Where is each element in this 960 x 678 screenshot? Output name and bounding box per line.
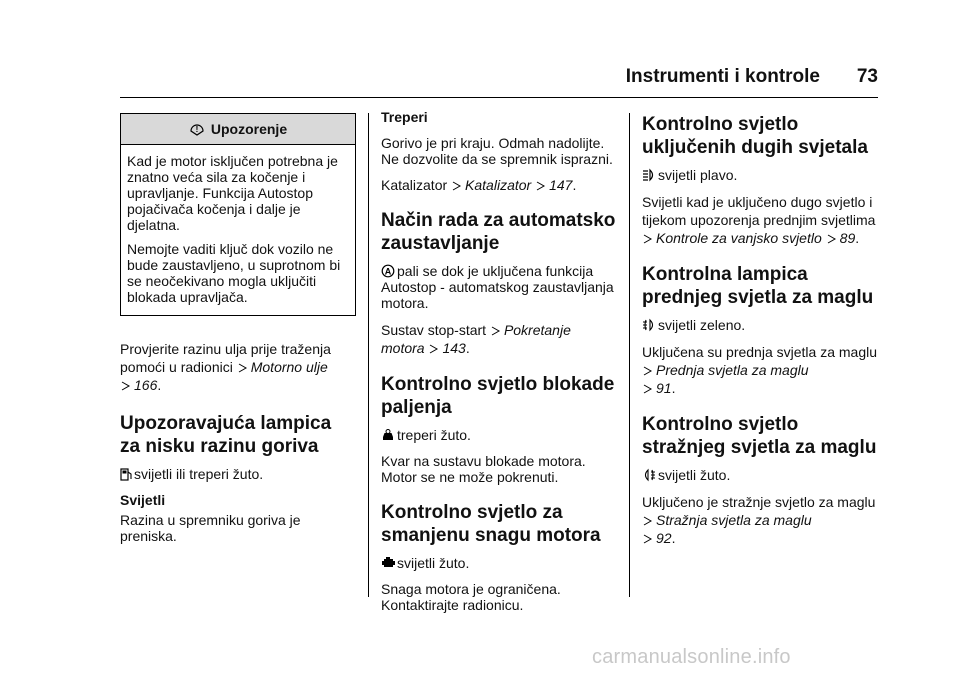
- immobilizer-line: [381, 427, 617, 443]
- page-number: 73: [856, 66, 878, 87]
- watermark: carmanualsonline.info: [592, 646, 791, 668]
- front-fog-ref-link[interactable]: Prednja svjetla za maglu: [656, 362, 809, 378]
- column-divider-2: [629, 113, 630, 597]
- oil-text: Provjerite razinu ulja prije traženja pomoći u radionici: [120, 341, 331, 375]
- column-divider-1: [368, 113, 369, 597]
- rear-fog-line: [642, 467, 878, 483]
- rear-fog-page-link[interactable]: 92: [656, 530, 672, 546]
- autostop-icon: [381, 264, 395, 278]
- oil-ref-link[interactable]: Motorno ulje: [250, 359, 328, 375]
- high-beam-icon: [642, 168, 656, 182]
- arrow-ref-icon: [827, 234, 837, 244]
- power-line: [381, 555, 617, 571]
- sustav-line: Sustav stop-start Pokretanje motora 143.: [381, 322, 571, 356]
- rear-fog-heading: Kontrolno svjetlo stražnjeg svjetla za maglu: [642, 414, 877, 458]
- fuel-heading: Upozoravajuća lampica za nisku razinu goriva: [120, 413, 332, 457]
- arrow-ref-icon: [491, 326, 501, 336]
- fuel-line-text: svijetli ili treperi žuto.: [134, 466, 264, 482]
- power-text: Snaga motora je ograničena. Kontaktirajte radionicu.: [381, 581, 561, 613]
- warning-box: [120, 113, 356, 316]
- svg-text:!: !: [195, 125, 199, 134]
- power-line-text: svijetli žuto.: [397, 555, 470, 571]
- warning-text-2: Nemojte vaditi ključ dok vozilo ne bude zaustavljeno, u suprotnom bi se neočekivano mogla uključiti blokada upravljača.: [127, 241, 341, 305]
- immobilizer-line-text: treperi žuto.: [397, 427, 471, 443]
- fuel-text: Razina u spremniku goriva je preniska.: [120, 512, 301, 544]
- rear-fog-text-content: Uključeno je stražnje svjetlo za maglu: [642, 494, 876, 510]
- sustav-page-link[interactable]: 143: [442, 340, 466, 356]
- fuel-line: [120, 466, 356, 482]
- front-fog-line-text: svijetli zeleno.: [658, 317, 746, 333]
- engine-power-icon: [381, 556, 395, 570]
- arrow-ref-icon: [536, 181, 546, 191]
- sustav-label: Sustav stop-start: [381, 322, 487, 338]
- treperi-heading: Treperi: [381, 109, 428, 125]
- arrow-ref-icon: [238, 363, 248, 373]
- katalizator-page-link[interactable]: 147: [549, 177, 573, 193]
- page-header-title: Instrumenti i kontrole: [625, 66, 820, 87]
- header-rule: [120, 97, 878, 98]
- high-beam-line-text: svijetli plavo.: [658, 167, 738, 183]
- oil-page-link[interactable]: 166: [134, 377, 158, 393]
- front-fog-heading: Kontrolna lampica prednjeg svjetla za maglu: [642, 264, 874, 308]
- high-beam-text: Svijetli kad je uključeno dugo svjetlo i tijekom upozorenja prednjim svjetlima Kontrole za vanjsko svjetlo 89.: [642, 194, 876, 246]
- arrow-ref-icon: [643, 366, 653, 376]
- arrow-ref-icon: [429, 344, 439, 354]
- warning-text-1: Kad je motor isključen potrebna je znatno veća sila za kočenje i upravljanje. Funkcija Autostop pojačivača kočenja i dalje je djelatna.: [127, 153, 338, 233]
- katalizator-ref-link[interactable]: Katalizator: [465, 177, 532, 193]
- treperi-text: Gorivo je pri kraju. Odmah nadolijte. Ne dozvolite da se spremnik isprazni.: [381, 135, 613, 167]
- warning-header: [121, 114, 355, 145]
- arrow-ref-icon: [643, 534, 653, 544]
- fuel-pump-icon: [120, 467, 132, 481]
- high-beam-heading: Kontrolno svjetlo uključenih dugih svjetala: [642, 114, 868, 158]
- rear-fog-text: Uključeno je stražnje svjetlo za maglu Stražnja svjetla za maglu 92.: [642, 494, 876, 546]
- autostop-text-content: pali se dok je uključena funkcija Autostop - automatskog zaustavljanja motora.: [381, 263, 614, 311]
- arrow-ref-icon: [643, 384, 653, 394]
- immobilizer-text: Kvar na sustavu blokade motora. Motor se ne može pokrenuti.: [381, 453, 586, 485]
- svg-text:A: A: [384, 266, 392, 277]
- fuel-subheading: Svijetli: [120, 492, 166, 508]
- high-beam-ref-link[interactable]: Kontrole za vanjsko svjetlo: [656, 230, 822, 246]
- katalizator-label: Katalizator: [381, 177, 448, 193]
- column-2: [381, 109, 617, 623]
- front-fog-page-link[interactable]: 91: [656, 380, 672, 396]
- arrow-ref-icon: [643, 234, 653, 244]
- arrow-ref-icon: [121, 381, 131, 391]
- arrow-ref-icon: [452, 181, 462, 191]
- car-key-icon: [381, 428, 395, 442]
- front-fog-line: [642, 317, 878, 333]
- front-fog-icon: [642, 318, 656, 332]
- warning-title: Upozorenje: [210, 121, 288, 137]
- sustav-ref-link[interactable]: Pokretanje motora: [381, 322, 571, 356]
- high-beam-page-link[interactable]: 89: [839, 230, 856, 246]
- autostop-heading: Način rada za automatsko zaustavljanje: [381, 210, 616, 254]
- autostop-text: [381, 263, 617, 311]
- high-beam-line: [642, 167, 878, 183]
- arrow-ref-icon: [643, 516, 653, 526]
- column-3: [642, 113, 878, 557]
- rear-fog-ref-link[interactable]: Stražnja svjetla za maglu: [656, 512, 812, 528]
- power-heading: Kontrolno svjetlo za smanjenu snagu motora: [381, 502, 601, 546]
- immobilizer-heading: Kontrolno svjetlo blokade paljenja: [381, 374, 615, 418]
- high-beam-text-content: Svijetli kad je uključeno dugo svjetlo i tijekom upozorenja prednjim svjetlima: [642, 194, 876, 228]
- oil-paragraph: Provjerite razinu ulja prije traženja pomoći u radionici Motorno ulje 166.: [120, 341, 331, 393]
- rear-fog-line-text: svijetli žuto.: [658, 467, 731, 483]
- rear-fog-icon: [642, 468, 656, 482]
- front-fog-text-content: Uključena su prednja svjetla za maglu: [642, 344, 878, 360]
- warning-icon: [189, 121, 205, 137]
- katalizator-line: Katalizator Katalizator 147.: [381, 177, 577, 193]
- front-fog-text: Uključena su prednja svjetla za maglu Prednja svjetla za maglu 91.: [642, 344, 878, 396]
- column-1: [120, 113, 356, 554]
